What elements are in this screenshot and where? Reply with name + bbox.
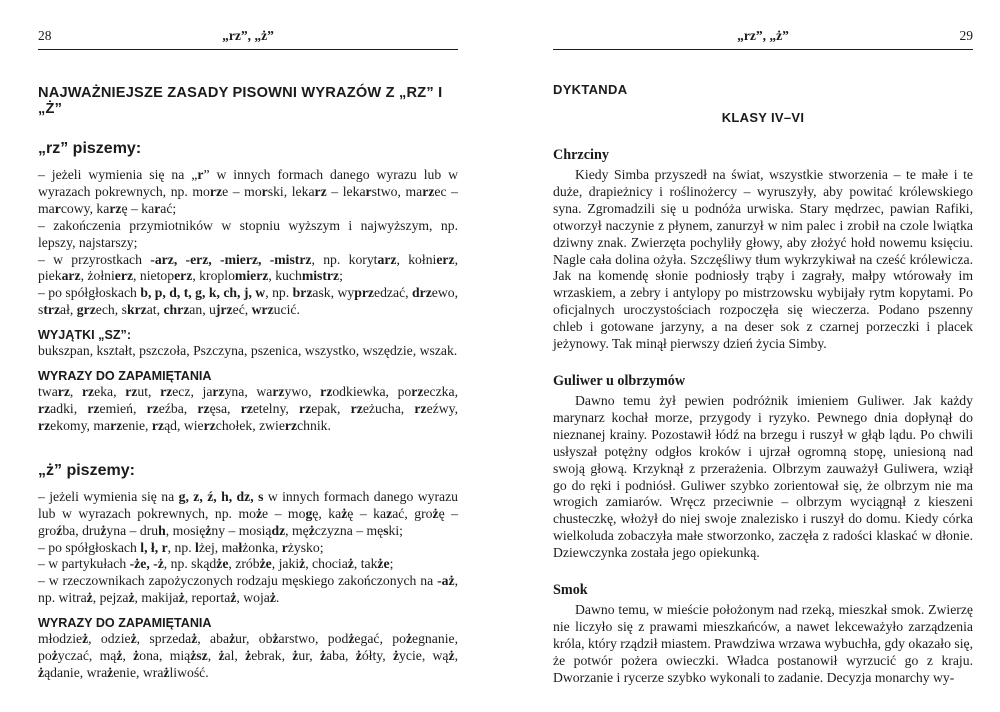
rz-remember-list: twarz, rzeka, rzut, rzecz, jarzyna, warzywo, rzodkiewka, porzeczka, rzadki, rzemień, rzeźba, rzęsa, rzetelny, rzepak, rzeżucha, rzeźwy, rzekomy, marzenie, rząd, wierzchołek, zwierzchnik. — [38, 384, 459, 433]
page-left — [38, 0, 458, 682]
running-head: „rz”, „ż” — [737, 28, 789, 43]
dictation-smok — [553, 582, 973, 687]
dictation-title: Chrzciny — [553, 147, 609, 163]
dictation-body: Kiedy Simba przyszedł na świat, wszystkie stworzenia – te małe i te duże, drapieżnicy i roślinożercy – wyruszyły, aby powitać królewskiego syna. Zgromadzili się u podnóża urwiska. Stary mędrzec, pawian Rafiki, otworzył naczynie z płynem, zanurzył w nim palec i zrobił na czole lwiątka dziwny znak. Zwierzęta pochyliły głowy, aby złożyć hołd nowemu księciu. Nagle cała dolina ożyła. Szczęśliwy tłum wykrzykiwał na cześć królewicza. Jak na komendę słonie podniosły trąby i zagrały, małpy wtórowały im wrzaskiem, a zebry i antylopy po mistrzowsku wybijały rytm kopytami. Po oficjalnych uroczystościach rozpoczęła się wieczerza. Podano pszenny chleb i gotowane jarzyny, a na deser sok z czarnej porzeczki i placek jeżynowy. Tak minął pierwszy dzień życia Simby. — [553, 167, 973, 352]
page-number: 28 — [38, 28, 52, 43]
class-range-heading: KLASY IV–VI — [721, 110, 805, 125]
z-remember-list: młodzież, odzież, sprzedaż, abażur, obżarstwo, podżegać, pożegnanie, pożyczać, mąż, żona, miąższ, żal, żebrak, żur, żaba, żółty, życie, wąż, żądanie, wrażenie, wrażliwość. — [38, 631, 459, 680]
dictation-chrzciny — [553, 147, 973, 353]
rz-remember-heading: WYRAZY DO ZAPAMIĘTANIA — [38, 369, 212, 384]
rz-rule-4: – po spółgłoskach b, p, d, t, g, k, ch, j, w, np. brzask, wyprzedzać, drzewo, strzał, grzech, skrzat, chrzan, ujrzeć, wrzucić. — [38, 285, 459, 318]
z-rule-2: – po spółgłoskach l, ł, r, np. lżej, małżonka, rżysko; — [38, 539, 324, 555]
rz-rule-1: – jeżeli wymienia się na „r” w innych formach danego wyrazu lub w wyrazach pokrewnych, np. morze – morski, lekarz – lekarstwo, marzec – marcowy, karzę – karać; — [38, 167, 459, 216]
dictation-title: Guliwer u olbrzymów — [553, 372, 686, 389]
dictation-body: Dawno temu, w mieście położonym nad rzeką, mieszkał smok. Zwierzę nie liczyło się z prawami mieszkańców, a nawet lekceważyło zarządzenia króla, który rządził miastem. Prawdziwa wrzawa wybuchła, gdy okazało się, że potwór pożera owieczki. Władca postanowił wyrzucić go z kraju. Dworzanie i rycerze szybko wykonali to zadanie. Decyzja monarchy wy- — [553, 602, 973, 685]
z-section-heading: „ż” piszemy: — [38, 461, 135, 479]
rz-rules — [38, 167, 458, 319]
exceptions-heading: WYJĄTKI „SZ”: — [38, 328, 132, 343]
running-head: „rz”, „ż” — [222, 28, 274, 43]
z-rule-4: – w rzeczownikach zapożyczonych rodzaju męskiego zakończonych na -aż, np. witraż, pejzaż, makijaż, reportaż, wojaż. — [38, 573, 458, 606]
z-rules — [38, 489, 458, 607]
z-remember-heading: WYRAZY DO ZAPAMIĘTANIA — [38, 616, 212, 631]
z-rule-3: – w partykułach -że, -ż, np. skądże, zróbże, jakiż, chociaż, także; — [38, 556, 394, 572]
dictation-title: Smok — [553, 582, 588, 599]
page-title: NAJWAŻNIEJSZE ZASADY PISOWNI WYRAZÓW Z „RZ” I „Ż” — [38, 85, 443, 117]
rz-section-heading: „rz” piszemy: — [38, 140, 142, 157]
rz-rule-3: – w przyrostkach -arz, -erz, -mierz, -mistrz, np. korytarz, kołnierz, piekarz, żołnierz, nietoperz, kroplomierz, kuchmistrz; — [38, 251, 458, 284]
page-right-header — [553, 28, 973, 50]
dyktanda-heading: DYKTANDA — [553, 82, 628, 97]
dictation-guliwer — [553, 373, 973, 562]
z-rule-1: – jeżeli wymienia się na g, z, ź, h, dz, s w innych formach danego wyrazu lub w wyrazach pokrewnych, np. może – mogę, każę – kazać, grożę – groźba, drużyna – druh, mosiężny – mosiądz, mężczyzna – męski; — [38, 488, 458, 538]
page-number: 29 — [959, 28, 973, 43]
page-left-header — [38, 28, 458, 50]
rz-rule-2: – zakończenia przymiotników w stopniu wyższym i najwyższym, np. lepszy, najstarszy; — [38, 217, 458, 250]
exceptions-list: bukszpan, kształt, pszczoła, Pszczyna, pszenica, wszystko, wszędzie, wszak. — [38, 343, 458, 359]
page-right — [553, 0, 973, 687]
dictation-body: Dawno temu żył pewien podróżnik imieniem Guliwer. Jak każdy marynarz kochał morze, przygody i ryzyko. Pewnego dnia dopłynął do nieznanej krainy. Pozostawił łódź na brzegu i ruszył w głąb lądu. Po chwili usłyszał potężny odgłos kroków i ujrzał ogromną stopę, uniesioną nad swoją głową. Krzyknął z przerażenia. Olbrzym zauważył Guliwera, wziął go do ręki i podniósł. Guliwer szybko zorientował się, że olbrzym nie ma wrogich zamiarów. Wręcz przeciwnie – olbrzym wyciągnął z kieszeni chusteczkę, włożył do niej swoje znalezisko i ruszył do domu. Kiedy córka wielkoluda zobaczyła małe stworzonko, zaczęła z radości klaskać w dłonie. Dziewczynka została jego opiekunką. — [553, 392, 973, 561]
